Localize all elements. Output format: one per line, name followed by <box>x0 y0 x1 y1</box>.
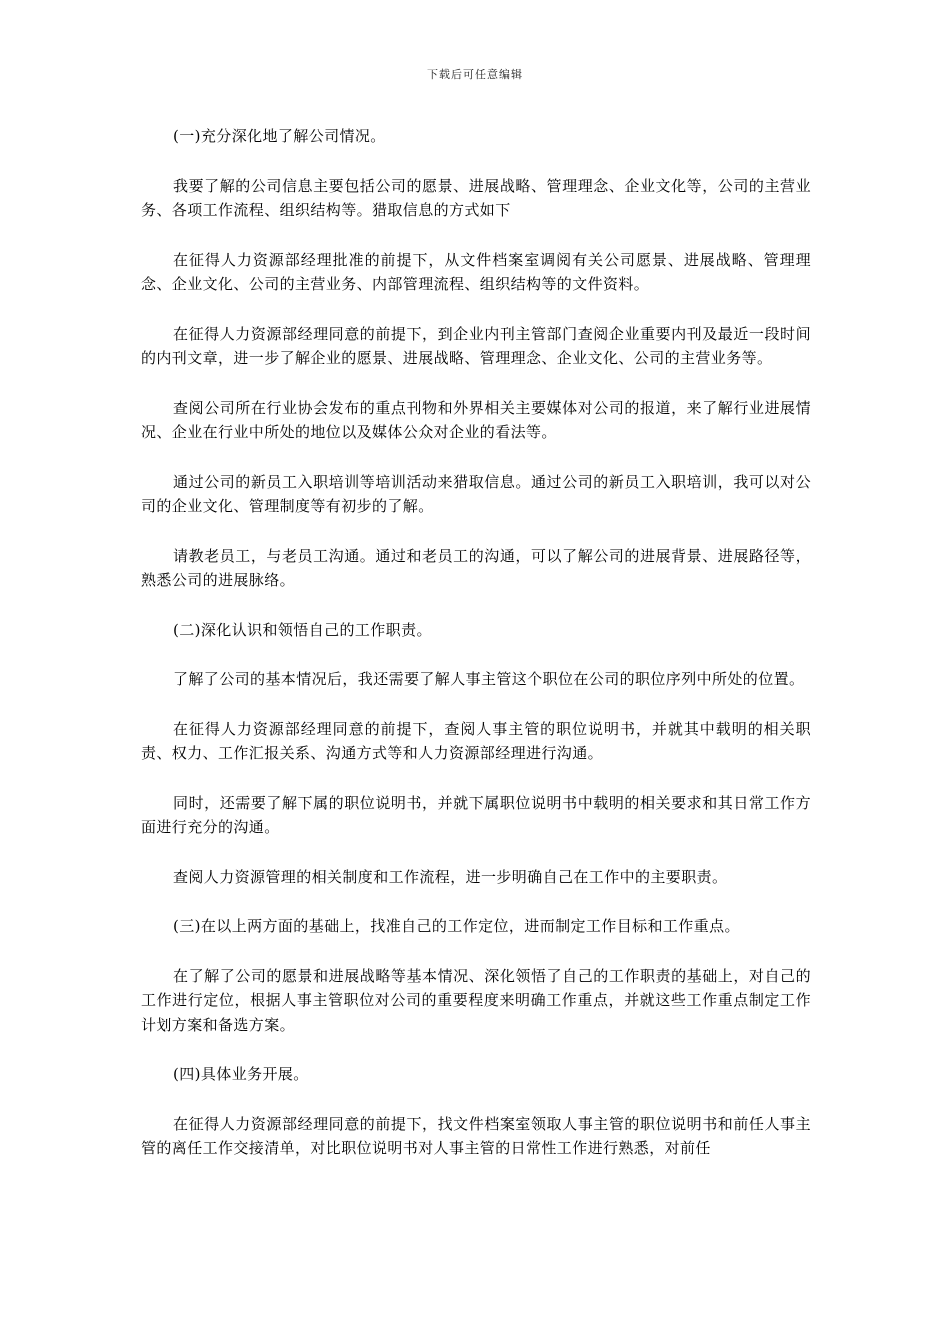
section-heading-4: (四)具体业务开展。 <box>173 1065 309 1083</box>
paragraph: 在征得人力资源部经理批准的前提下，从文件档案室调阅有关公司愿景、进展战略、管理理念、企业文化、公司的主营业务、内部管理流程、组织结构等的文件资料。 <box>141 250 811 293</box>
paragraph: 查阅人力资源管理的相关制度和工作流程，进一步明确自己在工作中的主要职责。 <box>173 867 728 886</box>
header-note: 下载后可任意编辑 <box>427 68 523 81</box>
paragraph: 在征得人力资源部经理同意的前提下，到企业内刊主管部门查阅企业重要内刊及最近一段时间的内刊文章，进一步了解企业的愿景、进展战略、管理理念、企业文化、公司的主营业务等。 <box>141 324 811 367</box>
paragraph: 通过公司的新员工入职培训等培训活动来猎取信息。通过公司的新员工入职培训，我可以对公司的企业文化、管理制度等有初步的了解。 <box>141 472 811 515</box>
paragraph: 在征得人力资源部经理同意的前提下，找文件档案室领取人事主管的职位说明书和前任人事主管的离任工作交接清单，对比职位说明书对人事主管的日常性工作进行熟悉，对前任 <box>141 1114 811 1157</box>
section-heading-1: (一)充分深化地了解公司情况。 <box>173 127 386 145</box>
paragraph: 在征得人力资源部经理同意的前提下，查阅人事主管的职位说明书，并就其中载明的相关职责、权力、工作汇报关系、沟通方式等和人力资源部经理进行沟通。 <box>141 719 811 762</box>
paragraph: 了解了公司的基本情况后，我还需要了解人事主管这个职位在公司的职位序列中所处的位置。 <box>173 670 805 688</box>
document-body <box>141 124 811 1186</box>
section-heading-2: (二)深化认识和领悟自己的工作职责。 <box>173 620 432 639</box>
paragraph: 我要了解的公司信息主要包括公司的愿景、进展战略、管理理念、企业文化等，公司的主营业务、各项工作流程、组织结构等。猎取信息的方式如下 <box>141 176 811 219</box>
paragraph: 查阅公司所在行业协会发布的重点刊物和外界相关主要媒体对公司的报道，来了解行业进展情况、企业在行业中所处的地位以及媒体公众对企业的看法等。 <box>141 398 811 441</box>
paragraph: 同时，还需要了解下属的职位说明书，并就下属职位说明书中载明的相关要求和其日常工作方面进行充分的沟通。 <box>141 793 811 836</box>
paragraph: 在了解了公司的愿景和进展战略等基本情况、深化领悟了自己的工作职责的基础上，对自己的工作进行定位，根据人事主管职位对公司的重要程度来明确工作重点，并就这些工作重点制定工作计划方案和备选方案。 <box>141 966 811 1034</box>
paragraph: 请教老员工，与老员工沟通。通过和老员工的沟通，可以了解公司的进展背景、进展路径等，熟悉公司的进展脉络。 <box>141 546 811 589</box>
section-heading-3: (三)在以上两方面的基础上，找准自己的工作定位，进而制定工作目标和工作重点。 <box>173 917 740 935</box>
